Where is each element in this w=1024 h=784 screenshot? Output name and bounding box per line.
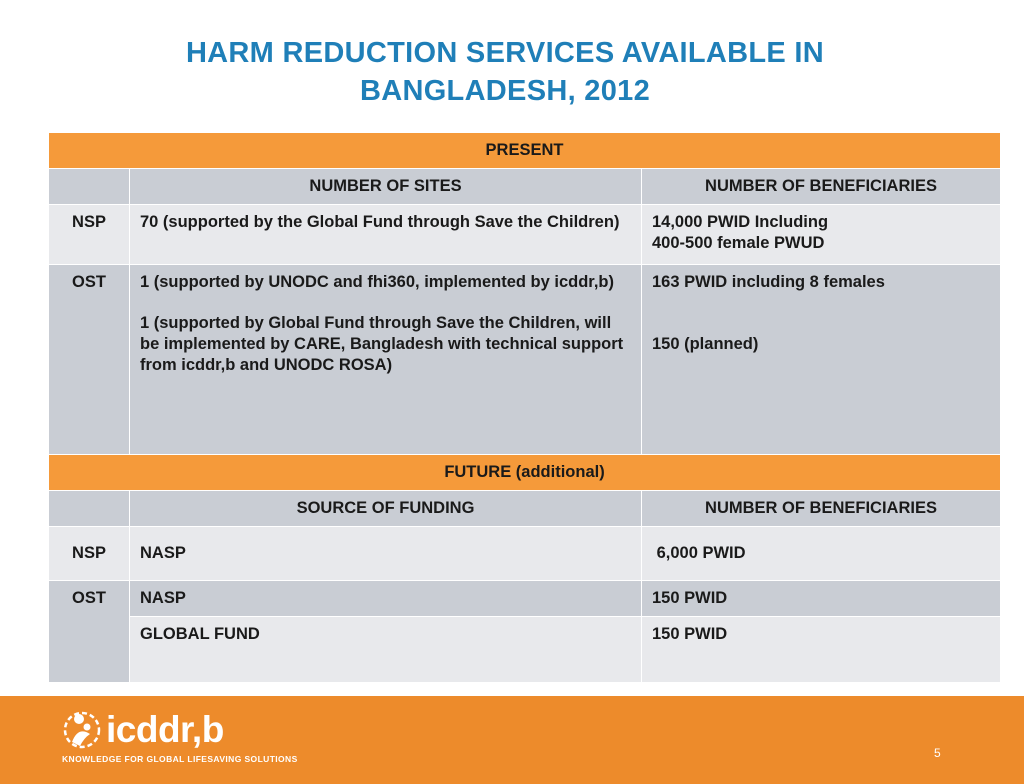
service-cell: NSP — [49, 205, 130, 265]
slide-title — [0, 34, 1010, 110]
sites-entry: 1 (supported by UNODC and fhi360, implemented by icddr,b) — [140, 273, 614, 291]
beneficiaries-cell — [642, 265, 1001, 455]
present-section-label: PRESENT — [49, 133, 1001, 169]
source-cell: NASP — [130, 581, 642, 617]
beneficiaries-line: 400-500 female PWUD — [652, 234, 825, 252]
service-cell: NSP — [49, 527, 130, 581]
future-header-row — [49, 491, 1001, 527]
present-header-row — [49, 169, 1001, 205]
header-source-of-funding: SOURCE OF FUNDING — [130, 491, 642, 527]
slide-number: 5 — [934, 746, 941, 760]
header-number-of-beneficiaries: NUMBER OF BENEFICIARIES — [642, 491, 1001, 527]
header-number-of-beneficiaries: NUMBER OF BENEFICIARIES — [642, 169, 1001, 205]
mother-child-emblem-icon — [60, 708, 104, 754]
table-row-future-nsp — [49, 527, 1001, 581]
beneficiaries-cell: 6,000 PWID — [642, 527, 1001, 581]
beneficiaries-entry: 163 PWID including 8 females — [652, 273, 885, 291]
present-section-row — [49, 133, 1001, 169]
future-section-label: FUTURE (additional) — [49, 455, 1001, 491]
header-number-of-sites: NUMBER OF SITES — [130, 169, 642, 205]
source-cell: GLOBAL FUND — [130, 617, 642, 683]
table-row-present-ost — [49, 265, 1001, 455]
sites-cell — [130, 265, 642, 455]
beneficiaries-line: 14,000 PWID Including — [652, 213, 829, 231]
beneficiaries-cell: 150 PWID — [642, 617, 1001, 683]
logo-wordmark: icddr,b — [106, 709, 224, 750]
service-cell: OST — [49, 265, 130, 455]
header-empty-cell — [49, 169, 130, 205]
beneficiaries-entry: 150 (planned) — [652, 335, 759, 353]
header-empty-cell — [49, 491, 130, 527]
service-cell: OST — [49, 581, 130, 683]
source-cell: NASP — [130, 527, 642, 581]
footer-bar — [0, 696, 1024, 784]
harm-reduction-table — [48, 132, 1001, 683]
future-section-row — [49, 455, 1001, 491]
beneficiaries-cell — [642, 205, 1001, 265]
table-row-future-global-fund — [49, 617, 1001, 683]
table-row-future-ost — [49, 581, 1001, 617]
table-row-present-nsp — [49, 205, 1001, 265]
icddrb-logo — [60, 708, 320, 768]
beneficiaries-cell: 150 PWID — [642, 581, 1001, 617]
logo-tagline: KNOWLEDGE FOR GLOBAL LIFESAVING SOLUTIONS — [62, 754, 298, 764]
slide-title-line1: HARM REDUCTION SERVICES AVAILABLE IN — [185, 37, 825, 69]
sites-entry: 1 (supported by Global Fund through Save the Children, will be implemented by CARE, Bangladesh with technical support from icddr,b and UNODC ROSA) — [140, 314, 624, 374]
sites-cell: 70 (supported by the Global Fund through Save the Children) — [130, 205, 642, 265]
slide-title-line2: BANGLADESH, 2012 — [359, 75, 651, 107]
